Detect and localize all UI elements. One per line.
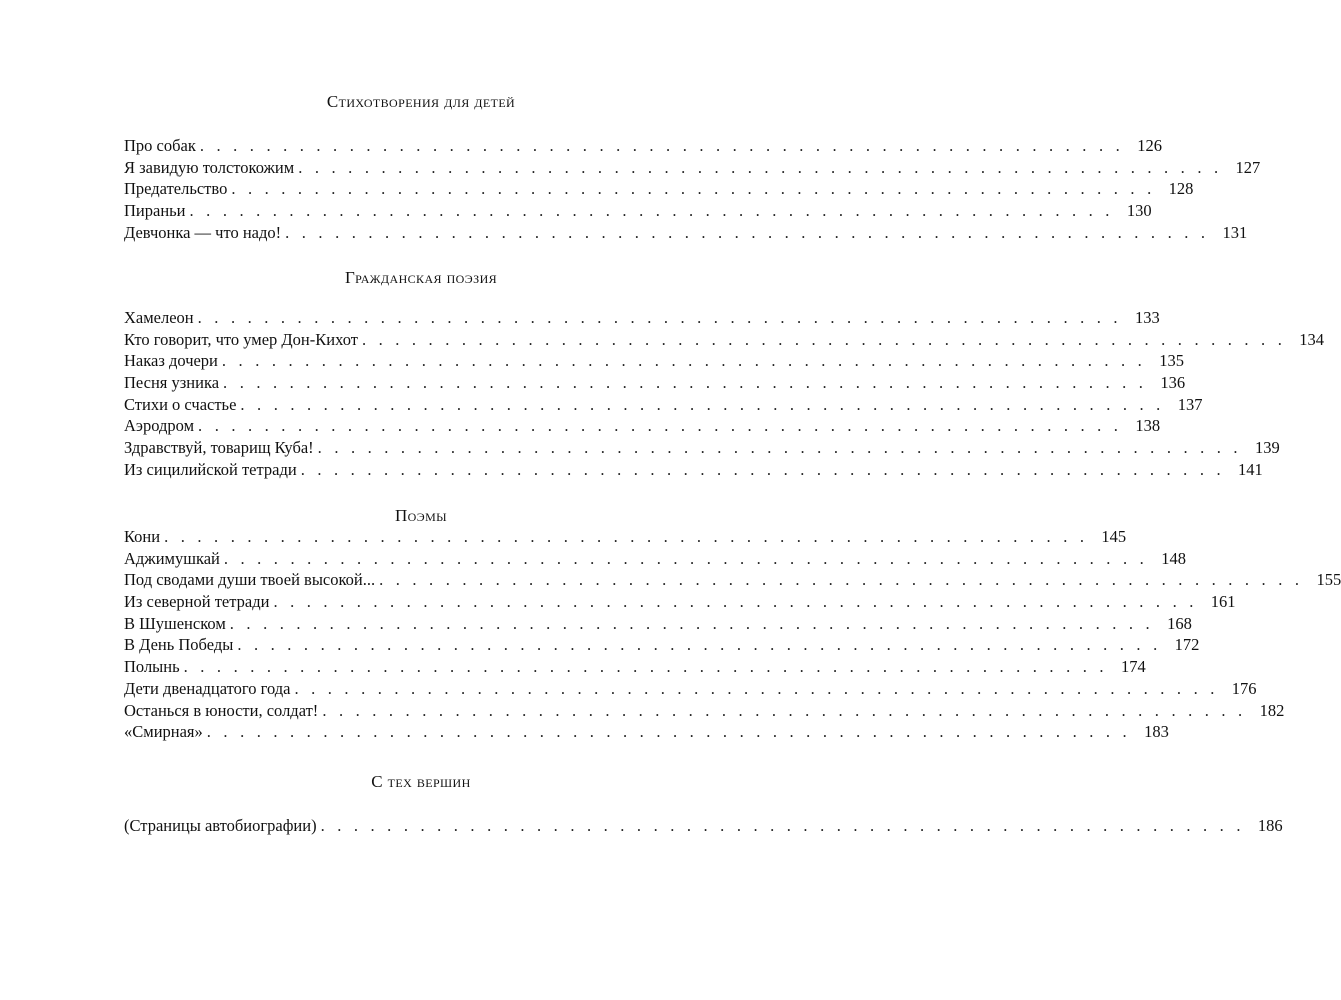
leader-dots: . . . . . . . . . . . . . . . . . . . . . . . . . . . . . . . . . . . . . . . . . . . . . . . . . . . . . . . . [206, 722, 1131, 742]
toc-entry[interactable] [124, 591, 1236, 613]
leader-dots: . . . . . . . . . . . . . . . . . . . . . . . . . . . . . . . . . . . . . . . . . . . . . . . . . . . . . . . . [189, 201, 1114, 221]
section-title-long-poems: Поэмы [395, 506, 447, 525]
toc-entry-title: В День Победы [124, 635, 234, 655]
toc-list-civic-poetry [124, 307, 1325, 481]
leader-dots: . . . . . . . . . . . . . . . . . . . . . . . . . . . . . . . . . . . . . . . . . . . . . . . . . . . . . . . . [361, 329, 1287, 349]
toc-entry[interactable] [124, 437, 1280, 459]
section-title-from-those-heights: С тех вершин [371, 772, 471, 791]
toc-entry-page: 172 [1174, 635, 1200, 655]
toc-entry-page: 126 [1137, 136, 1162, 155]
toc-entry[interactable] [124, 815, 1283, 837]
toc-entry[interactable] [124, 178, 1194, 200]
toc-entry-page: 134 [1299, 329, 1325, 349]
toc-list-children-poems [124, 135, 1261, 243]
leader-dots: . . . . . . . . . . . . . . . . . . . . . . . . . . . . . . . . . . . . . . . . . . . . . . . . . . . . . . . . [183, 657, 1108, 677]
toc-entry[interactable] [124, 569, 1341, 591]
toc-entry-title: (Страницы автобиографии) [124, 816, 317, 835]
toc-entry[interactable] [124, 678, 1257, 700]
section-title-civic-poetry: Гражданская поэзия [344, 268, 498, 287]
toc-entry[interactable] [124, 157, 1261, 179]
toc-entry-page: 148 [1161, 548, 1186, 568]
toc-entry[interactable] [124, 350, 1184, 372]
leader-dots: . . . . . . . . . . . . . . . . . . . . . . . . . . . . . . . . . . . . . . . . . . . . . . . . . . . . . . . . [164, 527, 1089, 546]
leader-dots: . . . . . . . . . . . . . . . . . . . . . . . . . . . . . . . . . . . . . . . . . . . . . . . . . . . . . . . . [221, 351, 1146, 371]
toc-entry[interactable] [124, 548, 1186, 570]
leader-dots: . . . . . . . . . . . . . . . . . . . . . . . . . . . . . . . . . . . . . . . . . . . . . . . . . . . . . . . . [231, 179, 1156, 199]
toc-entry-title: Здравствуй, товарищ Куба! [124, 438, 314, 458]
toc-entry-page: 128 [1168, 179, 1194, 199]
toc-entry[interactable] [124, 372, 1186, 394]
toc-entry[interactable] [124, 200, 1152, 222]
toc-entry[interactable] [124, 721, 1169, 743]
toc-entry-title: Хамелеон [124, 308, 194, 327]
leader-dots: . . . . . . . . . . . . . . . . . . . . . . . . . . . . . . . . . . . . . . . . . . . . . . . . . . . . . . . . [294, 678, 1219, 698]
toc-entry-title: Останься в юности, солдат! [124, 700, 319, 720]
leader-dots: . . . . . . . . . . . . . . . . . . . . . . . . . . . . . . . . . . . . . . . . . . . . . . . . . . . . . . . . [298, 157, 1223, 177]
toc-entry-title: Я завидую толстокожим [124, 157, 295, 177]
toc-entry[interactable] [124, 222, 1248, 244]
toc-entry-page: 139 [1255, 438, 1280, 458]
toc-entry-page: 155 [1316, 570, 1341, 590]
toc-list-from-those-heights [124, 815, 1283, 837]
leader-dots: . . . . . . . . . . . . . . . . . . . . . . . . . . . . . . . . . . . . . . . . . . . . . . . . . . . . . . . . [229, 613, 1154, 633]
leader-dots: . . . . . . . . . . . . . . . . . . . . . . . . . . . . . . . . . . . . . . . . . . . . . . . . . . . . . . . . [317, 438, 1242, 458]
leader-dots: . . . . . . . . . . . . . . . . . . . . . . . . . . . . . . . . . . . . . . . . . . . . . . . . . . . . . . . . [198, 416, 1123, 436]
toc-entry-title: Дети двенадцатого года [124, 678, 291, 698]
toc-entry-title: Про собак [124, 136, 196, 155]
toc-entry[interactable] [124, 613, 1192, 635]
toc-entry[interactable] [124, 307, 1160, 329]
toc-entry-page: 161 [1210, 592, 1236, 612]
leader-dots: . . . . . . . . . . . . . . . . . . . . . . . . . . . . . . . . . . . . . . . . . . . . . . . . . . . . . . . . [223, 548, 1148, 568]
toc-entry-title: Предательство [124, 179, 228, 199]
toc-entry-page: 136 [1160, 373, 1186, 393]
toc-entry-title: Из северной тетради [124, 592, 270, 612]
toc-entry-page: 138 [1135, 416, 1161, 436]
toc-entry[interactable] [124, 415, 1161, 437]
toc-entry-page: 182 [1259, 700, 1285, 720]
toc-entry-page: 130 [1126, 201, 1152, 221]
toc-entry-title: В Шушенском [124, 613, 226, 633]
toc-entry-title: Аджимушкай [124, 548, 220, 568]
section-title-children-poems: Стихотворения для детей [326, 92, 516, 111]
toc-entry-page: 135 [1159, 351, 1184, 371]
toc-entry[interactable] [124, 329, 1325, 351]
leader-dots: . . . . . . . . . . . . . . . . . . . . . . . . . . . . . . . . . . . . . . . . . . . . . . . . . . . . . . . . [379, 570, 1304, 590]
leader-dots: . . . . . . . . . . . . . . . . . . . . . . . . . . . . . . . . . . . . . . . . . . . . . . . . . . . . . . . . [197, 308, 1122, 327]
toc-entry-title: Полынь [124, 657, 180, 677]
toc-entry-page: 183 [1144, 722, 1169, 742]
toc-entry-page: 174 [1120, 657, 1146, 677]
leader-dots: . . . . . . . . . . . . . . . . . . . . . . . . . . . . . . . . . . . . . . . . . . . . . . . . . . . . . . . . [237, 635, 1162, 655]
toc-list-long-poems [124, 526, 1341, 743]
toc-entry-page: 186 [1257, 816, 1283, 835]
toc-entry-page: 168 [1167, 613, 1192, 633]
toc-entry-title: Пираньи [124, 201, 186, 221]
toc-entry-title: Под сводами души твоей высокой... [124, 570, 376, 590]
leader-dots: . . . . . . . . . . . . . . . . . . . . . . . . . . . . . . . . . . . . . . . . . . . . . . . . . . . . . . . . [300, 459, 1225, 479]
leader-dots: . . . . . . . . . . . . . . . . . . . . . . . . . . . . . . . . . . . . . . . . . . . . . . . . . . . . . . . . [273, 592, 1198, 612]
toc-entry-page: 127 [1235, 157, 1261, 177]
leader-dots: . . . . . . . . . . . . . . . . . . . . . . . . . . . . . . . . . . . . . . . . . . . . . . . . . . . . . . . . [223, 373, 1148, 393]
leader-dots: . . . . . . . . . . . . . . . . . . . . . . . . . . . . . . . . . . . . . . . . . . . . . . . . . . . . . . . . [285, 222, 1210, 242]
toc-entry-title: «Смирная» [124, 722, 203, 742]
toc-entry-title: Девчонка — что надо! [124, 222, 282, 242]
leader-dots: . . . . . . . . . . . . . . . . . . . . . . . . . . . . . . . . . . . . . . . . . . . . . . . . . . . . . . . . [322, 700, 1247, 720]
leader-dots: . . . . . . . . . . . . . . . . . . . . . . . . . . . . . . . . . . . . . . . . . . . . . . . . . . . . . . . . [320, 816, 1245, 835]
toc-entry-page: 176 [1231, 678, 1257, 698]
toc-entry[interactable] [124, 459, 1263, 481]
toc-entry-page: 133 [1134, 308, 1160, 327]
toc-entry-title: Аэродром [124, 416, 195, 436]
toc-entry-title: Из сицилийской тетради [124, 459, 297, 479]
toc-entry[interactable] [124, 634, 1200, 656]
toc-entry[interactable] [124, 656, 1146, 678]
toc-entry-title: Стихи о счастье [124, 394, 237, 414]
leader-dots: . . . . . . . . . . . . . . . . . . . . . . . . . . . . . . . . . . . . . . . . . . . . . . . . . . . . . . . . [240, 394, 1165, 414]
toc-entry[interactable] [124, 700, 1285, 722]
toc-entry[interactable] [124, 526, 1127, 548]
toc-entry-page: 145 [1101, 527, 1127, 546]
toc-entry[interactable] [124, 135, 1162, 157]
toc-entry-title: Кони [124, 527, 161, 546]
toc-entry-title: Наказ дочери [124, 351, 218, 371]
toc-entry-title: Кто говорит, что умер Дон-Кихот [124, 329, 358, 349]
toc-entry[interactable] [124, 394, 1203, 416]
toc-entry-page: 131 [1222, 222, 1248, 242]
toc-entry-page: 137 [1177, 394, 1203, 414]
toc-entry-page: 141 [1238, 459, 1263, 479]
leader-dots: . . . . . . . . . . . . . . . . . . . . . . . . . . . . . . . . . . . . . . . . . . . . . . . . . . . . . . . . [199, 136, 1124, 155]
toc-entry-title: Песня узника [124, 373, 220, 393]
